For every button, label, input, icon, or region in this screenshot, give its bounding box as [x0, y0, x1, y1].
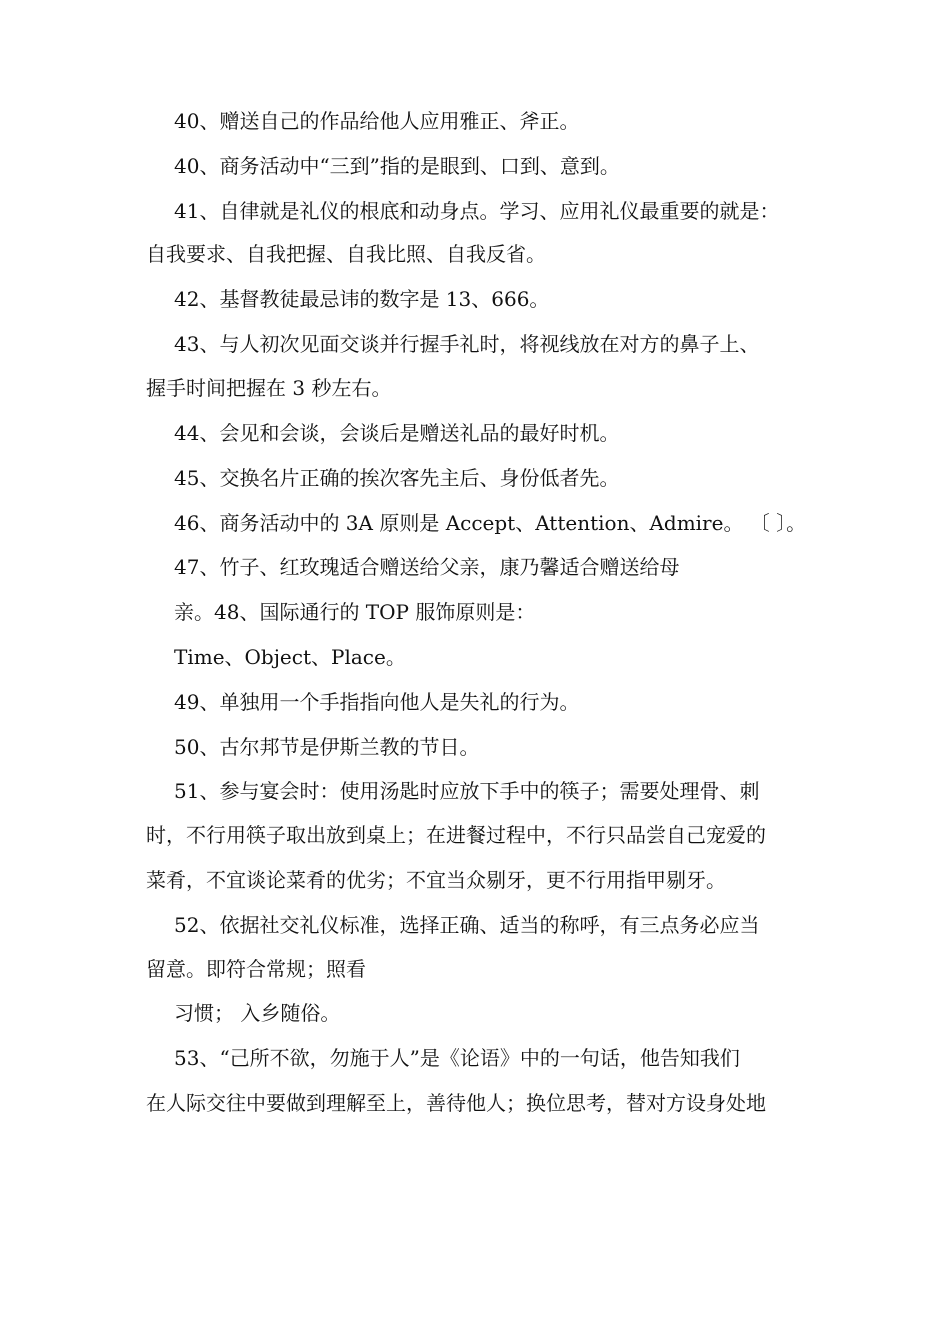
text-line: 40、商务活动中“三到”指的是眼到、口到、意到。: [174, 154, 620, 178]
text-line: 菜肴，不宜谈论菜肴的优劣；不宜当众剔牙，更不行用指甲剔牙。: [146, 868, 726, 892]
text-line: 留意。即符合常规；照看: [146, 957, 366, 981]
text-line: 时，不行用筷子取出放到桌上；在进餐过程中，不行只品尝自己宠爱的: [146, 823, 766, 847]
text-line: 42、基督教徒最忌讳的数字是 13、666。: [174, 287, 550, 311]
text-line: 46、商务活动中的 3A 原则是 Accept、Attention、Admire。 〔 〕。: [174, 511, 807, 535]
text-line: 47、竹子、红玫瑰适合赠送给父亲，康乃馨适合赠送给母: [174, 555, 680, 579]
text-line: 45、交换名片正确的挨次客先主后、身份低者先。: [174, 466, 620, 490]
text-line: 40、赠送自己的作品给他人应用雅正、斧正。: [174, 109, 580, 133]
text-line: 53、“己所不欲，勿施于人”是《论语》中的一句话，他告知我们: [174, 1046, 740, 1070]
text-line: 握手时间把握在 3 秒左右。: [146, 376, 392, 400]
text-line: 41、自律就是礼仪的根底和动身点。学习、应用礼仪最重要的就是：: [174, 199, 780, 223]
text-line: 43、与人初次见面交谈并行握手礼时，将视线放在对方的鼻子上、: [174, 332, 760, 356]
text-line: 44、会见和会谈，会谈后是赠送礼品的最好时机。: [174, 421, 620, 445]
text-line: 习惯； 入乡随俗。: [174, 1001, 341, 1025]
text-line: 50、古尔邦节是伊斯兰教的节日。: [174, 735, 480, 759]
text-line: 51、参与宴会时：使用汤匙时应放下手中的筷子；需要处理骨、刺: [174, 779, 760, 803]
text-line: 52、依据社交礼仪标准，选择正确、适当的称呼，有三点务必应当: [174, 913, 760, 937]
text-line: 49、单独用一个手指指向他人是失礼的行为。: [174, 690, 580, 714]
text-line: Time、Object、Place。: [174, 645, 406, 669]
text-line: 在人际交往中要做到理解至上，善待他人；换位思考，替对方设身处地: [146, 1091, 766, 1115]
text-line: 自我要求、自我把握、自我比照、自我反省。: [146, 242, 546, 266]
text-line: 亲。48、国际通行的 TOP 服饰原则是：: [174, 600, 536, 624]
